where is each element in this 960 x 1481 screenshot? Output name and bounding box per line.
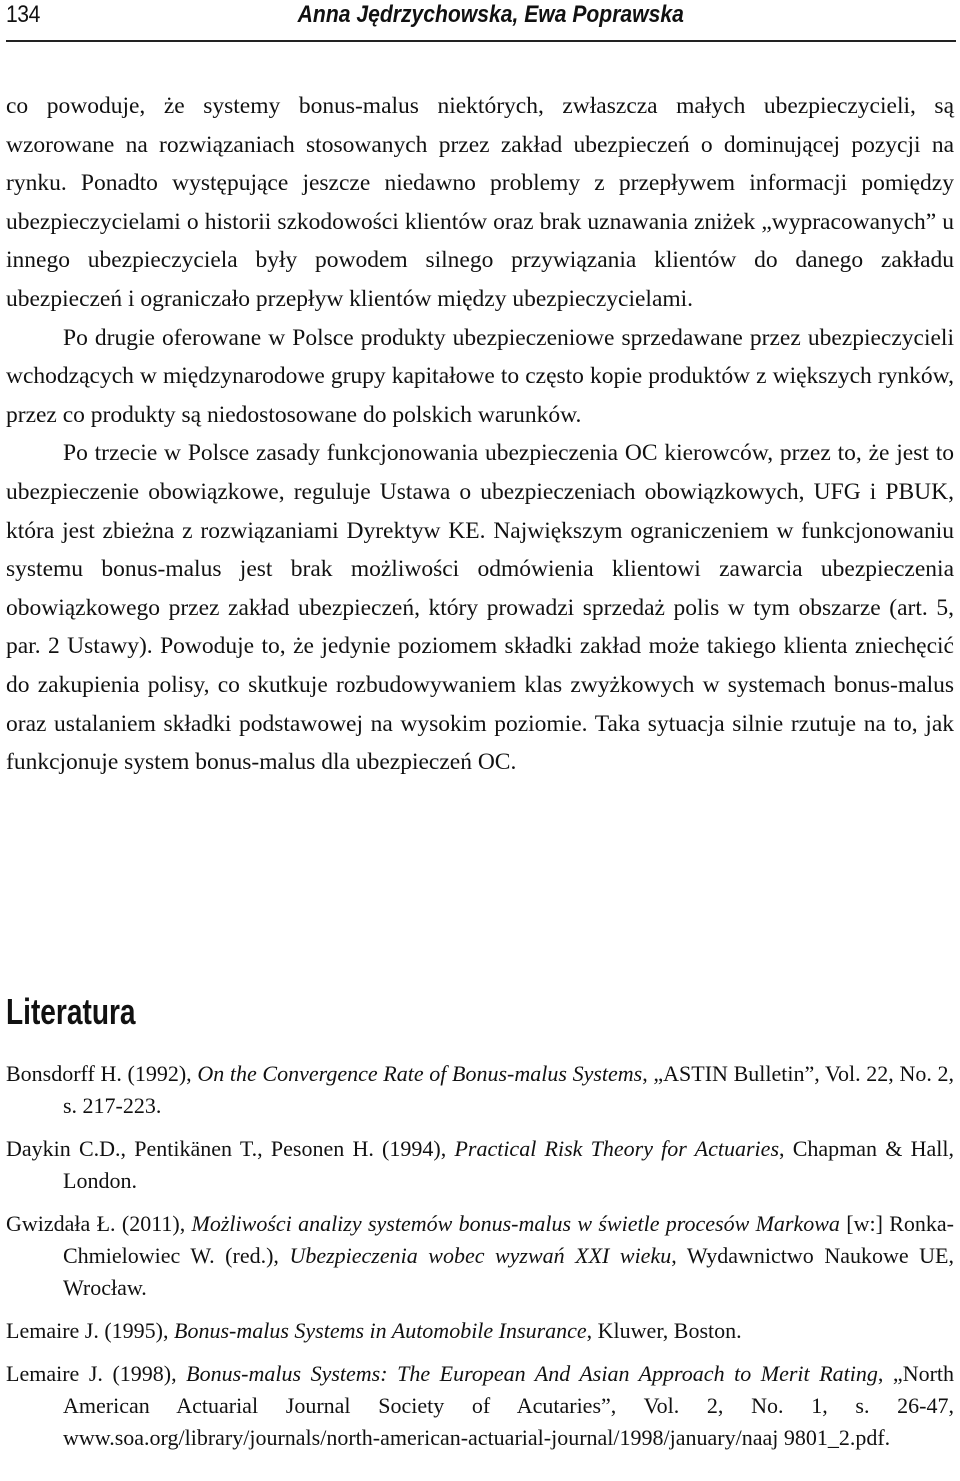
page-header: [6, 0, 956, 42]
body-text: [6, 87, 954, 782]
reference-item: [6, 1315, 954, 1347]
reference-details: , Kluwer, Boston.: [586, 1318, 742, 1343]
reference-details: , Wydawnictwo Naukowe UE, Wrocław.: [63, 1243, 954, 1300]
reference-title: Możliwości analizy systemów bonus-malus w świetle procesów Markowa: [191, 1211, 840, 1236]
reference-authors: Gwizdała Ł. (2011),: [6, 1211, 192, 1236]
reference-title: Bonus-malus Systems in Automobile Insurance: [174, 1318, 587, 1343]
reference-authors: Bonsdorff H. (1992),: [6, 1061, 198, 1086]
reference-details: , Chapman & Hall, London.: [63, 1136, 954, 1193]
reference-list: [6, 1058, 954, 1465]
reference-item: [6, 1208, 954, 1304]
paragraph-3: Po trzecie w Polsce zasady funkcjonowania ubezpieczenia OC kierowców, przez to, że jest to ubezpieczenie obowiązkowe, reguluje Ustawa o ubezpieczeniach obowiązkowych, UFG i PBUK, która jest zbieżna z rozwiązaniami Dyrektyw KE. Największym ograniczeniem w funkcjonowaniu systemu bonus-malus jest brak możliwości odmówienia klientowi zawarcia ubezpieczenia obowiązkowego przez zakład ubezpieczeń, który prowadzi sprzedaż polis w tym obszarze (art. 5, par. 2 Ustawy). Powoduje to, że jedynie poziomem składki zakład może takiego klienta zniechęcić do zakupienia polisy, co skutkuje rozbudowywaniem klas zwyżkowych w systemach bonus-malus oraz ustalaniem składki podstawowej na wysokim poziomie. Taka sytuacja silnie rzutuje na to, jak funkcjonuje system bonus-malus dla ubezpieczeń OC.: [6, 440, 954, 776]
reference-book-title: Ubezpieczenia wobec wyzwań XXI wieku: [289, 1243, 672, 1268]
section-title: Literatura: [6, 991, 136, 1032]
reference-authors: Daykin C.D., Pentikänen T., Pesonen H. (1994),: [6, 1136, 455, 1161]
reference-item: [6, 1358, 954, 1454]
reference-title: Bonus-malus Systems: The European And Asian Approach to Merit Rating: [186, 1361, 878, 1386]
reference-authors: Lemaire J. (1995),: [6, 1318, 174, 1343]
running-head-authors: Anna Jędrzychowska, Ewa Poprawska: [297, 1, 684, 28]
reference-editor: [w:] Ronka-Chmielowiec W. (red.),: [63, 1211, 954, 1268]
reference-details: , „ASTIN Bulletin”, Vol. 22, No. 2, s. 217-223.: [63, 1061, 954, 1118]
reference-item: [6, 1133, 954, 1197]
reference-authors: Lemaire J. (1998),: [6, 1361, 187, 1386]
page-number: 134: [6, 1, 40, 28]
paragraph-2: Po drugie oferowane w Polsce produkty ubezpieczeniowe sprzedawane przez ubezpieczycieli wchodzących w międzynarodowe grupy kapitałowe to często kopie produktów z większych rynków, przez co produkty są niedostosowane do polskich warunków.: [6, 324, 954, 428]
reference-details: , „North American Actuarial Journal Society of Acutaries”, Vol. 2, No. 1, s. 26-47, www.soa.org/library/journals/north-american-actuarial-journal/1998/january/naaj 9801_2.pdf.: [63, 1361, 955, 1450]
reference-title: Practical Risk Theory for Actuaries: [454, 1136, 780, 1161]
reference-title: On the Convergence Rate of Bonus-malus Systems: [197, 1061, 643, 1086]
paragraph-1: co powoduje, że systemy bonus-malus niektórych, zwłaszcza małych ubezpieczycieli, są wzorowane na rozwiązaniach stosowanych przez zakład ubezpieczeń o dominującej pozycji na rynku. Ponadto występujące jeszcze niedawno problemy z przepływem informacji pomiędzy ubezpieczycielami o historii szkodowości klientów oraz brak uznawania zniżek „wypracowanych” u innego ubezpieczyciela były powodem silnego przywiązania klientów do danego zakładu ubezpieczeń i ograniczało przepływ klientów między ubezpieczycielami.: [6, 93, 954, 312]
reference-item: [6, 1058, 954, 1122]
